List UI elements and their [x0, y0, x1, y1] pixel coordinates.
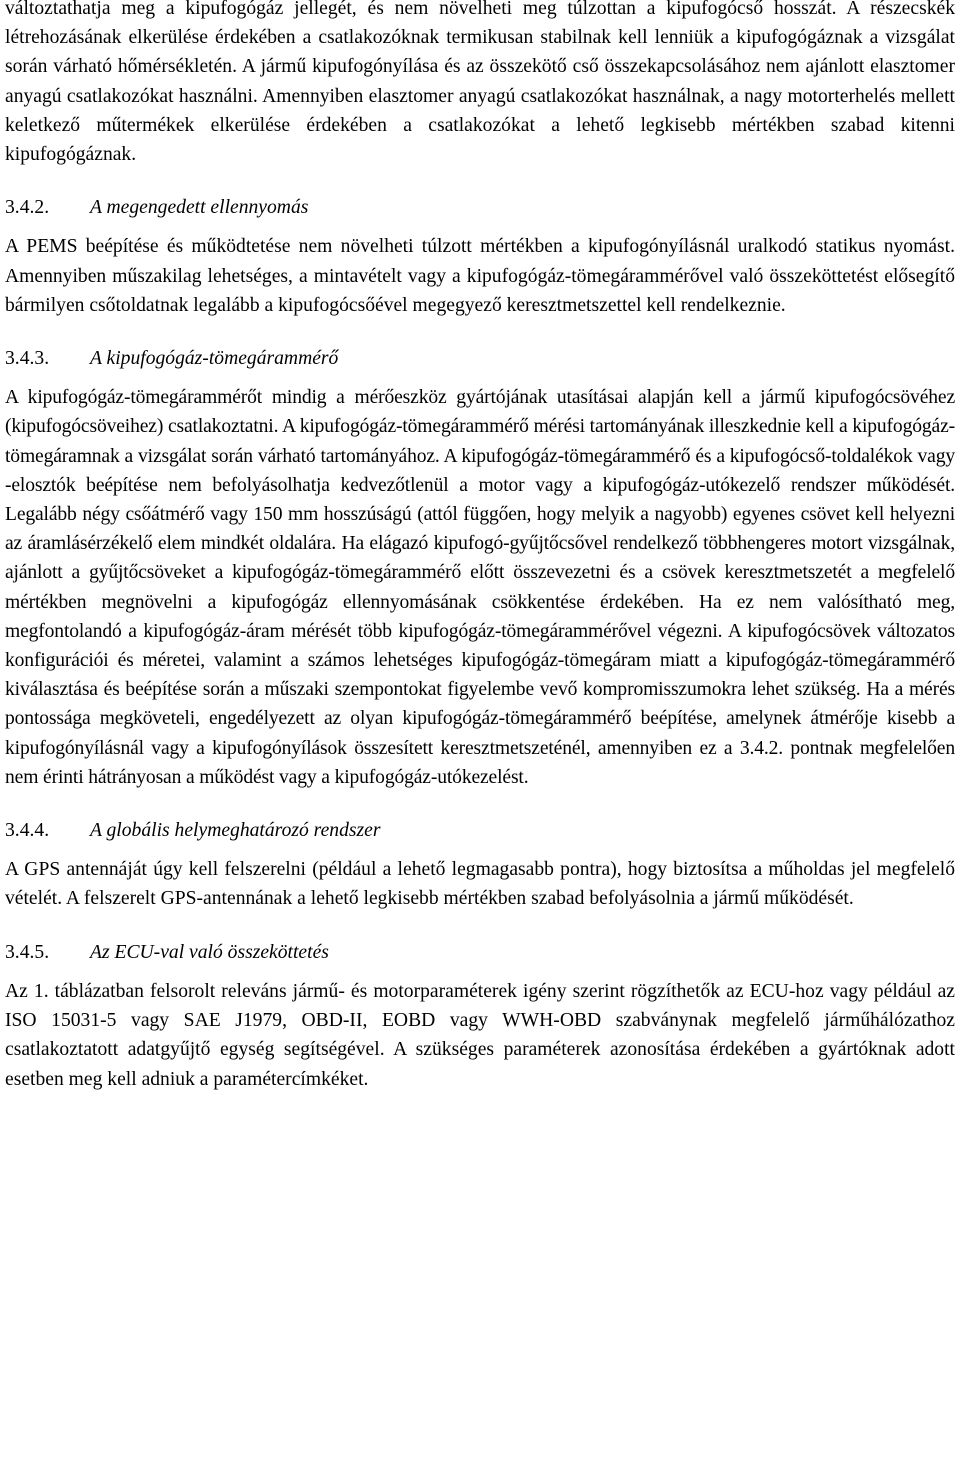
- section-title: A kipufogógáz-tömegárammérő: [90, 348, 339, 370]
- section-title: A megengedett ellennyomás: [90, 197, 309, 219]
- section-3-4-3-body: A kipufogógáz-tömegárammérőt mindig a mérőeszköz gyártójának utasításai alapján kell a jármű kipufogócsövéhez (kipufogócsöveihez) csatlakoztatni. A kipufogógáz-tömegárammérő mérési tartományának illeszkednie kell a kipufogógáz-tömegáramnak a vizsgálat során várható tartományához. A kipufogógáz-tömegárammérő és a kipufogócső-toldalékok vagy -elosztók beépítése nem befolyásolhatja kedvezőtlenül a motor vagy a kipufogógáz-utókezelő rendszer működését. Legalább négy csőátmérő vagy 150 mm hosszúságú (attól függően, hogy melyik a nagyobb) egyenes csövet kell helyezni az áramlásérzékelő elem mindkét oldalára. Ha elágazó kipufogó-gyűjtőcsővel rendelkező többhengeres motort vizsgálnak, ajánlott a gyűjtőcsöveket a kipufogógáz-tömegárammérő előtt összevezetni és a csövek keresztmetszetét a megfelelő mértékben megnövelni a kipufogógáz ellennyomásának csökkentése érdekében. Ha ez nem valósítható meg, megfontolandó a kipufogógáz-áram mérését több kipufogógáz-tömegárammérővel végezni. A kipufogócsövek változatos konfigurációi és méretei, valamint a számos lehetséges kipufogógáz-tömegáram miatt a kipufogógáz-tömegárammérő kiválasztása és beépítése során a műszaki szempontokat figyelembe vevő kompromisszumokra lehet szükség. Ha a mérés pontossága megköveteli, engedélyezett az olyan kipufogógáz-tömegárammérő beépítése, amelynek átmérője kisebb a kipufogónyílásnál vagy a kipufogónyílások összesített keresztmetszeténél, amennyiben ez a 3.4.2. pontnak megfelelően nem érinti hátrányosan a működést vagy a kipufogógáz-utókezelést.: [5, 387, 955, 788]
- section-3-4-4-body: A GPS antennáját úgy kell felszerelni (például a lehető legmagasabb pontra), hogy biztosítsa a műholdas jel megfelelő vételét. A felszerelt GPS-antennának a lehető legkisebb mértékben szabad befolyásolnia a jármű működését.: [5, 859, 955, 910]
- section-3-4-4-heading: [5, 816, 955, 845]
- section-title: A globális helymeghatározó rendszer: [90, 820, 381, 842]
- section-title: Az ECU-val való összeköttetés: [90, 941, 329, 963]
- section-number: 3.4.2.: [5, 197, 50, 219]
- section-3-4-5-body: Az 1. táblázatban felsorolt releváns jármű- és motorparaméterek igény szerint rögzíthetők az ECU-hoz vagy például az ISO 15031-5 vagy SAE J1979, OBD-II, EOBD vagy WWH-OBD szabványnak megfelelő járműhálózathoz csatlakoztatott adatgyűjtő egység segítségével. A szükséges paraméterek azonosítása érdekében a gyártóknak adott esetben meg kell adniuk a paramétercímkéket.: [5, 980, 955, 1090]
- section-3-4-2-body: A PEMS beépítése és működtetése nem növelheti túlzott mértékben a kipufogónyílásnál uralkodó statikus nyomást. Amennyiben műszakilag lehetséges, a mintavételt vagy a kipufogógáz-tömegárammérővel való összeköttetést elősegítő bármilyen csőtoldatnak legalább a kipufogócsőével megegyező keresztmetszettel kell rendelkeznie.: [5, 236, 955, 316]
- section-number: 3.4.4.: [5, 820, 50, 842]
- section-number: 3.4.5.: [5, 941, 50, 963]
- section-3-4-3-heading: [5, 344, 955, 373]
- section-3-4-2-heading: [5, 193, 955, 222]
- document-page: [5, 0, 955, 1094]
- section-number: 3.4.3.: [5, 348, 50, 370]
- section-3-4-5-heading: [5, 938, 955, 967]
- intro-paragraph: változtathatja meg a kipufogógáz jellegét, és nem növelheti meg túlzottan a kipufogócső hosszát. A részecskék létrehozásának elkerülése érdekében a csatlakozóknak termikusan stabilnak kell lenniük a kipufogógáznak a vizsgálat során várható hőmérsékletén. A jármű kipufogónyílása és az összekötő cső összekapcsolásához nem ajánlott elasztomer anyagú csatlakozókat használni. Amennyiben elasztomer anyagú csatlakozókat használnak, a nagy motorterhelés mellett keletkező műtermékek elkerülése érdekében a csatlakozókat a lehető legkisebb mértékben szabad kitenni kipufogógáznak.: [5, 0, 955, 166]
